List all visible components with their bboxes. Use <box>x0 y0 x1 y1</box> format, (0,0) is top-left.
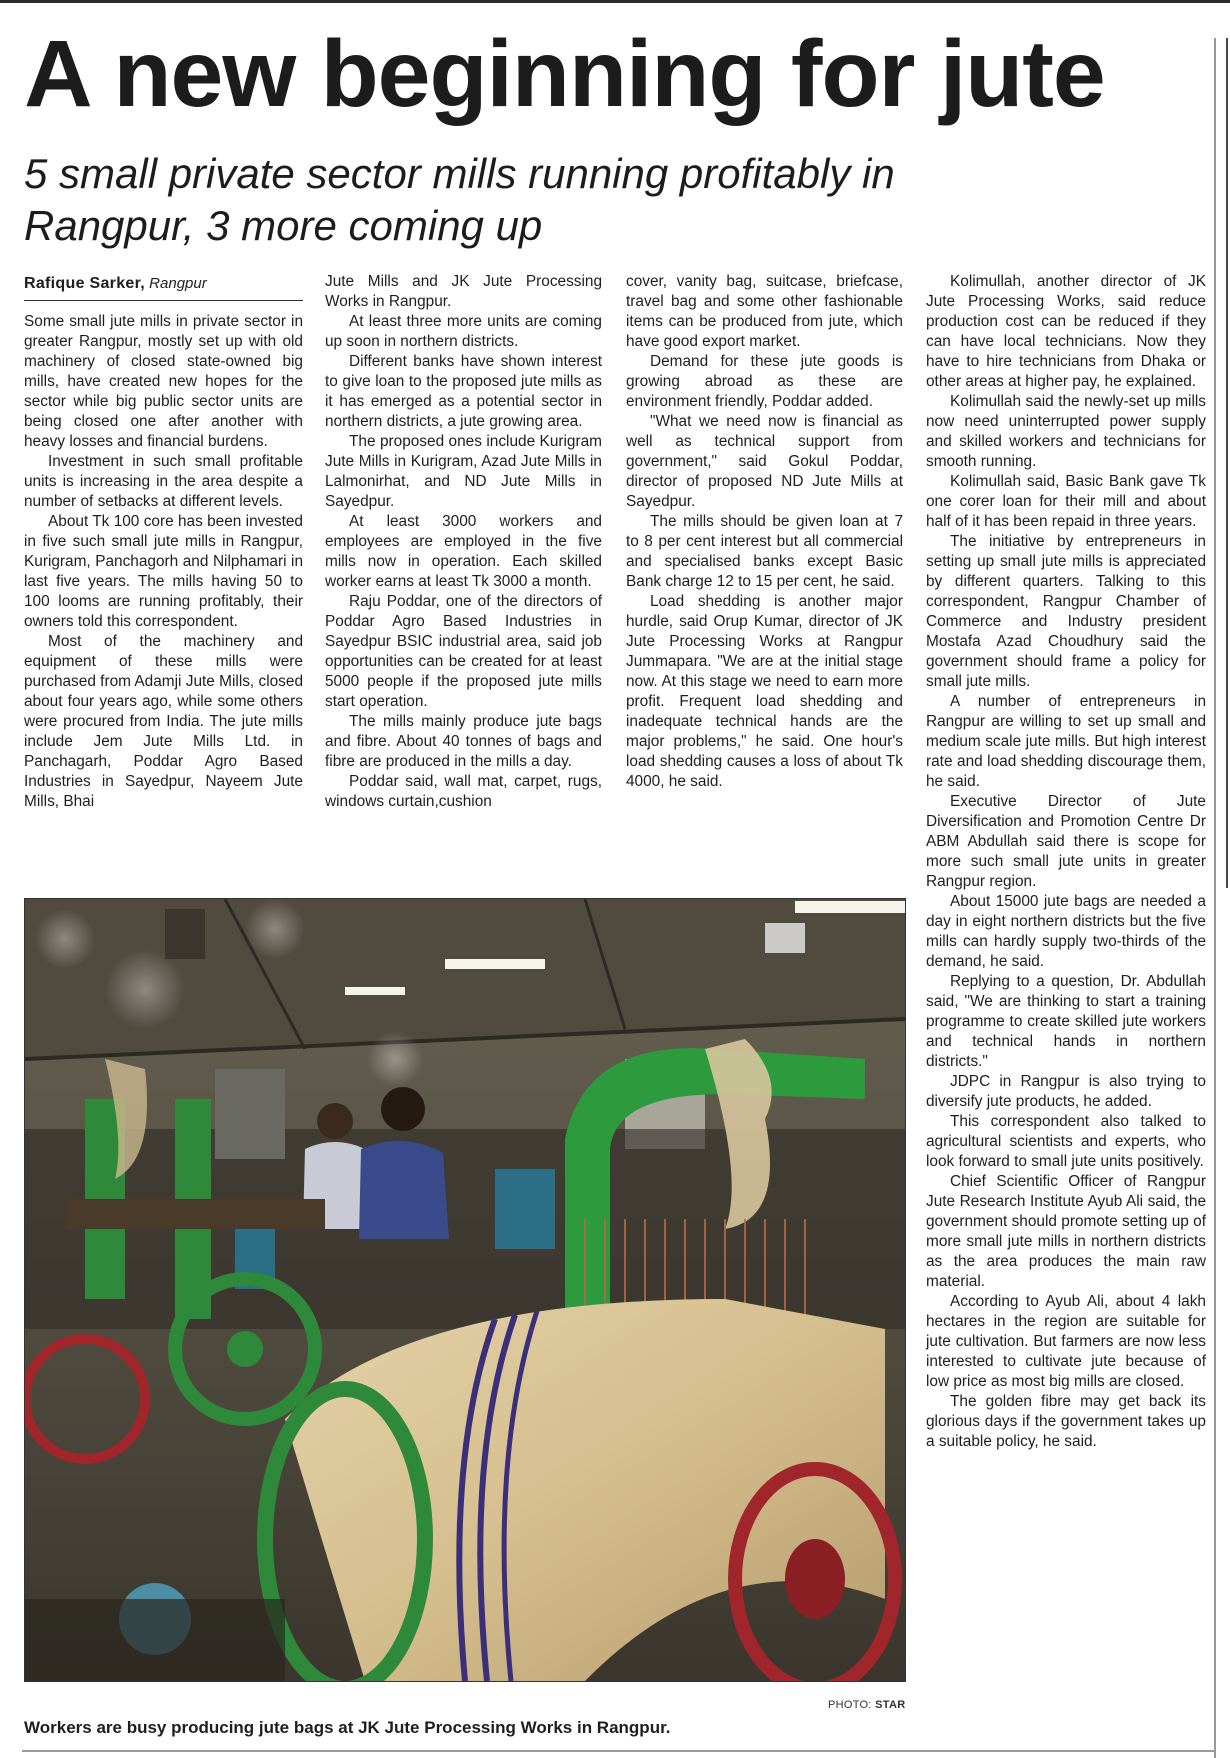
article-paragraph: At least three more units are coming up soon in northern districts. <box>325 313 602 350</box>
article-paragraph: About 15000 jute bags are needed a day in eight northern districts but the five mills can hardly supply two-thirds of the demand, he said. <box>926 893 1206 970</box>
article-paragraph: The initiative by entrepreneurs in setting up small jute mills is appreciated by different quarters. Talking to this correspondent, Rangpur Chamber of Commerce and Industry president Mostafa Azad Choudhury said the government should frame a policy for small jute mills. <box>926 533 1206 690</box>
article-paragraph: The mills mainly produce jute bags and fibre. About 40 tonnes of bags and fibre are produced in the mills a day. <box>325 713 602 770</box>
article-paragraph: Investment in such small profitable units is increasing in the area despite a number of setbacks at different levels. <box>24 453 303 510</box>
photo-credit-label: PHOTO: <box>828 1699 872 1711</box>
article-paragraph: Replying to a question, Dr. Abdullah said, "We are thinking to start a training programme to create skilled jute workers and technical hands in northern districts." <box>926 973 1206 1070</box>
top-rule <box>0 0 1230 3</box>
subheadline: 5 small private sector mills running profitably in Rangpur, 3 more coming up <box>24 150 895 249</box>
article-column-4 <box>926 272 1206 1452</box>
photo-credit-source: STAR <box>875 1699 906 1711</box>
article-paragraph: Chief Scientific Officer of Rangpur Jute Research Institute Ayub Ali said, the government should promote setting up of more small jute mills in northern districts as the area produces the main raw material. <box>926 1173 1206 1290</box>
article-paragraph: JDPC in Rangpur is also trying to diversify jute products, he added. <box>926 1073 1206 1110</box>
byline-place: Rangpur <box>149 275 207 292</box>
article-paragraph: According to Ayub Ali, about 4 lakh hectares in the region are suitable for jute cultivation. But farmers are now less interested to cultivate jute because of low price as most big mills are closed. <box>926 1293 1206 1390</box>
article-paragraph: Some small jute mills in private sector in greater Rangpur, mostly set up with old machinery of closed state-owned big mills, have created new hopes for the sector while big public sector units are being closed one after another with heavy losses and financial burdens. <box>24 313 303 450</box>
article-column-1 <box>24 312 303 812</box>
article-paragraph: "What we need now is financial as well as technical support from government," said Gokul Poddar, director of proposed ND Jute Mills at Sayedpur. <box>626 413 903 510</box>
article-paragraph: Raju Poddar, one of the directors of Poddar Agro Based Industries in Sayedpur BSIC industrial area, said job opportunities can be created for at least 5000 people if the proposed jute mills start operation. <box>325 593 602 710</box>
article-paragraph: Executive Director of Jute Diversification and Promotion Centre Dr ABM Abdullah said there is scope for more such small jute units in greater Rangpur region. <box>926 793 1206 890</box>
article-paragraph: Load shedding is another major hurdle, said Orup Kumar, director of JK Jute Processing Works at Rangpur Jummapara. "We are at the initial stage now. At this stage we need to earn more profit. Frequent load shedding and inadequate technical hands are the major problems," he said. One hour's load shedding causes a loss of about Tk 4000, he said. <box>626 593 903 790</box>
article-paragraph: The mills should be given loan at 7 to 8 per cent interest but all commercial and specialised banks except Basic Bank charge 12 to 15 per cent, he said. <box>626 513 903 590</box>
article-paragraph: About Tk 100 core has been invested in five such small jute mills in Rangpur, Kurigram, Panchagorh and Nilphamari in last five years. The mills having 50 to 100 looms are running profitably, their owners told this correspondent. <box>24 513 303 630</box>
bottom-rule <box>22 1750 1214 1752</box>
article-paragraph: Kolimullah said, Basic Bank gave Tk one corer loan for their mill and about half of it has been repaid in three years. <box>926 473 1206 530</box>
ceiling-light <box>795 901 905 913</box>
byline-author: Rafique Sarker, <box>24 275 145 292</box>
article-paragraph: A number of entrepreneurs in Rangpur are willing to set up small and medium scale jute mills. But high interest rate and load shedding discourage them, he said. <box>926 693 1206 790</box>
right-column-rule <box>1214 38 1216 1758</box>
article-paragraph: Kolimullah said the newly-set up mills now need uninterrupted power supply and skilled workers and technicians for smooth running. <box>926 393 1206 470</box>
photo-caption: Workers are busy producing jute bags at JK Jute Processing Works in Rangpur. <box>24 1718 671 1737</box>
byline <box>24 274 303 301</box>
article-paragraph: Demand for these jute goods is growing abroad as these are environment friendly, Poddar added. <box>626 353 903 410</box>
article-paragraph: Different banks have shown interest to give loan to the proposed jute mills as it has emerged as a potential sector in northern districts, a jute growing area. <box>325 353 602 430</box>
article-paragraph: This correspondent also talked to agricultural scientists and experts, who look forward to small jute units positively. <box>926 1113 1206 1170</box>
ceiling-light <box>445 959 545 969</box>
article-paragraph: Poddar said, wall mat, carpet, rugs, windows curtain,cushion <box>325 773 602 810</box>
jute-mill-photo <box>24 898 906 1682</box>
article-paragraph: At least 3000 workers and employees are employed in the five mills now in operation. Each skilled worker earns at least Tk 3000 a month. <box>325 513 602 590</box>
article-paragraph: The golden fibre may get back its glorious days if the government takes up a suitable policy, he said. <box>926 1393 1206 1450</box>
article-paragraph: Kolimullah, another director of JK Jute Processing Works, said reduce production cost can be reduced if they can have local technicians. Now they have to hire technicians from Dhaka or other areas at higher pay, he explained. <box>926 273 1206 390</box>
photo-credit <box>828 1699 905 1711</box>
article-column-2 <box>325 272 602 812</box>
headline: A new beginning for jute <box>24 21 1105 127</box>
article-paragraph: Jute Mills and JK Jute Processing Works in Rangpur. <box>325 273 602 310</box>
ceiling-light <box>345 987 405 995</box>
article-paragraph: The proposed ones include Kurigram Jute Mills in Kurigram, Azad Jute Mills in Lalmonirhat, and ND Jute Mills in Sayedpur. <box>325 433 602 510</box>
article-paragraph: Most of the machinery and equipment of these mills were purchased from Adamji Jute Mills, closed about four years ago, while some others were procured from India. The jute mills include Jem Jute Mills Ltd. in Panchagarh, Poddar Agro Based Industries in Sayedpur, Nayeem Jute Mills, Bhai <box>24 633 303 810</box>
jute-mill-illustration <box>25 899 905 1681</box>
right-page-edge <box>1226 38 1228 888</box>
article-column-3 <box>626 272 903 792</box>
article-paragraph: cover, vanity bag, suitcase, briefcase, travel bag and some other fashionable items can be produced from jute, which have good export market. <box>626 273 903 350</box>
